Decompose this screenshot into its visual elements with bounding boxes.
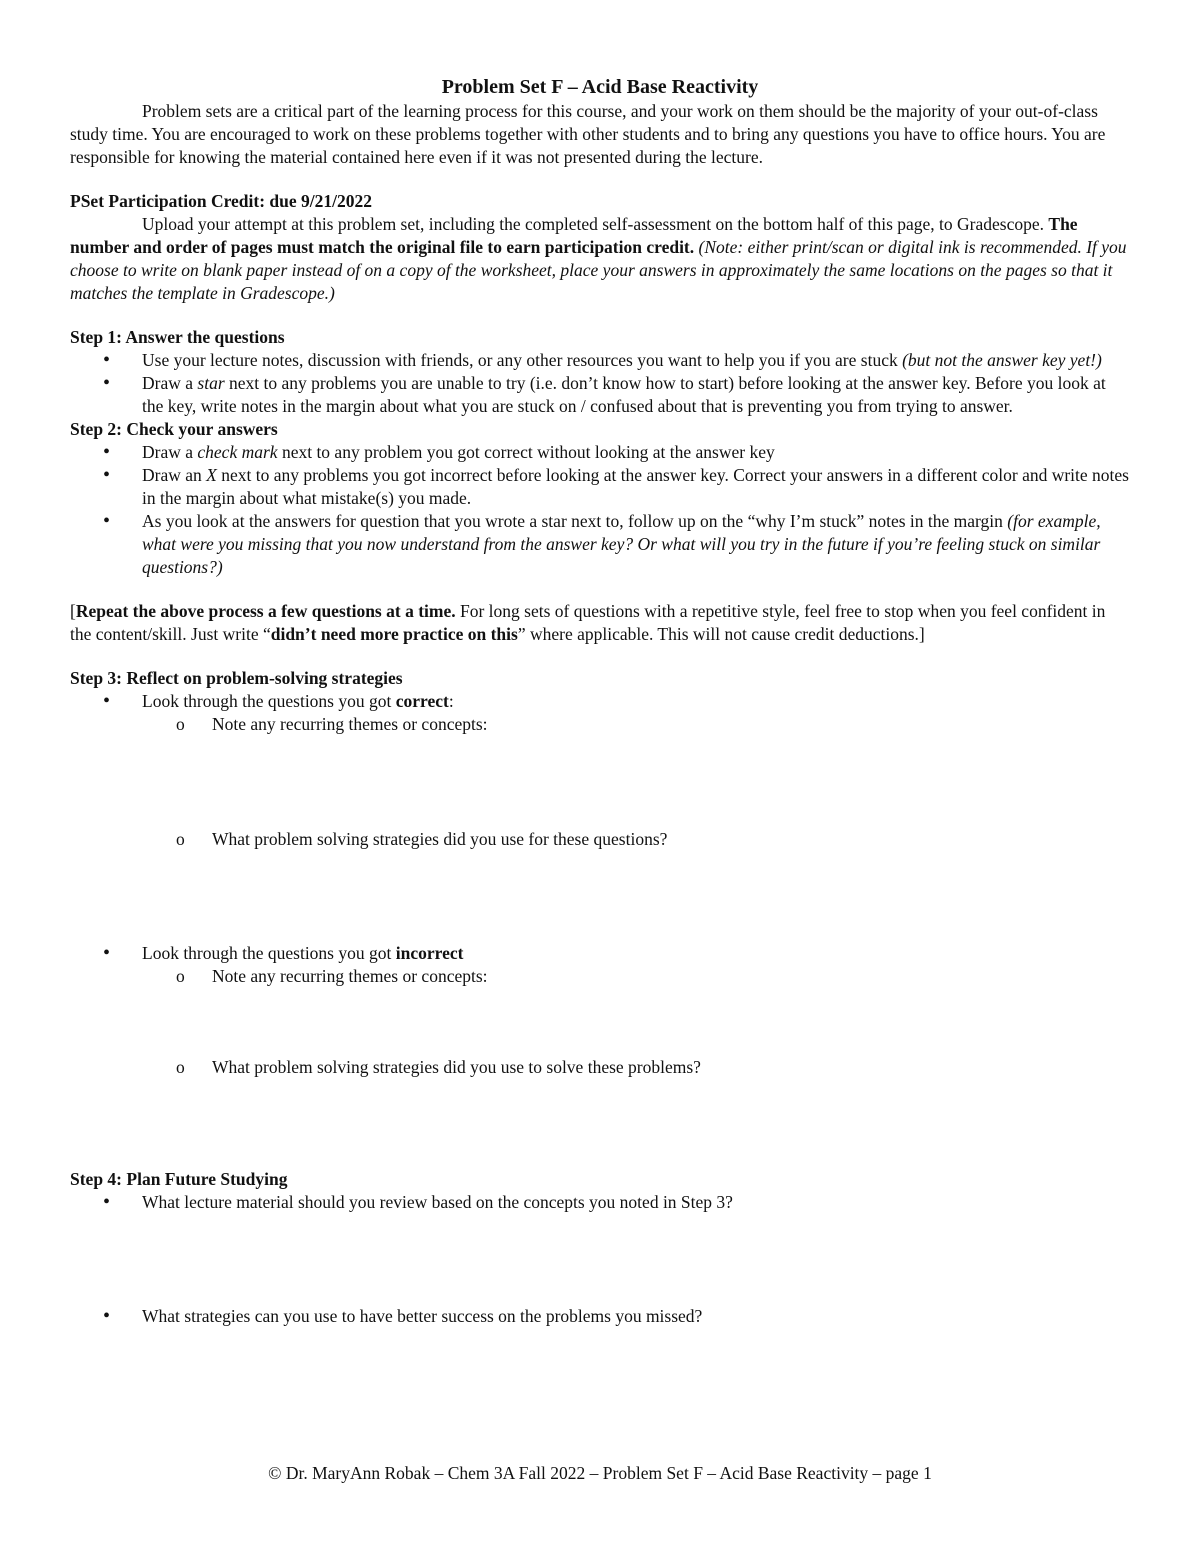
- repeat-bold: Repeat the above process a few questions at a time.: [75, 601, 456, 621]
- step2-heading: Step 2: Check your answers: [70, 419, 278, 439]
- step2-bullet-2-post: next to any problems you got incorrect before looking at the answer key. Correct your answers in a different color and write notes in the margin about what mistake(s) you made.: [142, 465, 1129, 508]
- step3-correct-post: :: [448, 691, 454, 711]
- repeat-bold-phrase: didn’t need more practice on this: [270, 624, 518, 644]
- step2-bullet-3-italic: (for example, what were you missing that you now understand from the answer key? Or what will you try in the future if you’re feeling stuck on similar questions?): [142, 511, 1101, 577]
- step4-bullet-1: • What lecture material should you review based on the concepts you noted in Step 3?: [70, 1191, 1130, 1305]
- step3-incorrect-sub-1: o Note any recurring themes or concepts:: [70, 965, 1130, 1056]
- page-footer: © Dr. MaryAnn Robak – Chem 3A Fall 2022 – Problem Set F – Acid Base Reactivity – page 1: [268, 1463, 932, 1483]
- step2-bullet-1-pre: Draw a: [142, 442, 198, 462]
- step3-incorrect-sub-2: o What problem solving strategies did you use to solve these problems?: [70, 1056, 1130, 1168]
- step3-correct-sublist: [142, 713, 1130, 942]
- participation-note: (Note: either print/scan or digital ink is recommended. If you choose to write on blank paper instead of on a copy of the worksheet, place your answers in approximately the same locations on the pages so that it matches the template in Gradescope.): [70, 237, 1127, 303]
- step1-bullet-1: [70, 349, 1130, 372]
- step3-incorrect-word: incorrect: [395, 943, 464, 963]
- step4-bullet-2: • What strategies can you use to have better success on the problems you missed?: [70, 1305, 1130, 1328]
- step3-correct-pre: Look through the questions you got: [142, 691, 396, 711]
- step2-bullet-1: [70, 441, 1130, 464]
- participation-bold: The number and order of pages must match the original file to earn participation credit.: [70, 214, 1078, 257]
- step3-incorrect-sublist: [142, 965, 1130, 1168]
- step2-bullet-1-italic: check mark: [197, 442, 278, 462]
- step1-bullet-2: [70, 372, 1130, 418]
- step2-bullet-2-italic: X: [206, 465, 217, 485]
- step4-heading: Step 4: Plan Future Studying: [70, 1169, 288, 1189]
- step2-bullet-2-pre: Draw an: [142, 465, 207, 485]
- repeat-text: For long sets of questions with a repetitive style, feel free to stop when you feel confident in the content/skill. Just write “: [70, 601, 1106, 644]
- step2-bullet-3-text: As you look at the answers for question that you wrote a star next to, follow up on the “why I’m stuck” notes in the margin: [142, 511, 1008, 531]
- step3-list: [70, 690, 1130, 1168]
- step2-bullet-2: [70, 464, 1130, 510]
- intro-paragraph: Problem sets are a critical part of the learning process for this course, and your work on them should be the majority of your out-of-class study time. You are encouraged to work on these problems together with other students and to bring any questions you have to office hours. You are responsible for knowing the material contained here even if it was not presented during the lecture.: [70, 101, 1106, 167]
- participation-paragraph: [70, 213, 1130, 305]
- step3-correct-sub-2: o What problem solving strategies did you use for these questions?: [70, 828, 1130, 942]
- repeat-close: ” where applicable. This will not cause credit deductions.]: [517, 624, 925, 644]
- step1-bullet-2-post: next to any problems you are unable to try (i.e. don’t know how to start) before looking at the answer key. Before you look at the key, write notes in the margin about what you are stuck on / confused about that is preventing you from trying to answer.: [142, 373, 1106, 416]
- step1-bullet-1-italic: (but not the answer key yet!): [902, 350, 1102, 370]
- page-title: Problem Set F – Acid Base Reactivity: [441, 76, 759, 98]
- step2-bullet-1-post: next to any problem you got correct without looking at the answer key: [277, 442, 775, 462]
- document-page: [70, 74, 1130, 1328]
- participation-heading: PSet Participation Credit: due 9/21/2022: [70, 191, 373, 211]
- step1-list: [70, 349, 1130, 418]
- step3-correct-word: correct: [395, 691, 449, 711]
- step2-list: [70, 441, 1130, 579]
- step3-bullet-correct: [70, 690, 1130, 942]
- step2-bullet-3: [70, 510, 1130, 579]
- step1-bullet-1-text: Use your lecture notes, discussion with friends, or any other resources you want to help you if you are stuck: [142, 350, 903, 370]
- step4-list: [70, 1191, 1130, 1328]
- step3-incorrect-pre: Look through the questions you got: [142, 943, 396, 963]
- step1-bullet-2-italic: star: [197, 373, 225, 393]
- repeat-paragraph: [70, 600, 1130, 646]
- step3-correct-sub-1: o Note any recurring themes or concepts:: [70, 713, 1130, 828]
- step1-bullet-2-pre: Draw a: [142, 373, 198, 393]
- participation-text: Upload your attempt at this problem set, including the completed self-assessment on the bottom half of this page, to Gradescope.: [142, 214, 1049, 234]
- step3-bullet-incorrect: [70, 942, 1130, 1168]
- repeat-open: [: [70, 601, 76, 621]
- step3-heading: Step 3: Reflect on problem-solving strategies: [70, 668, 403, 688]
- step1-heading: Step 1: Answer the questions: [70, 327, 285, 347]
